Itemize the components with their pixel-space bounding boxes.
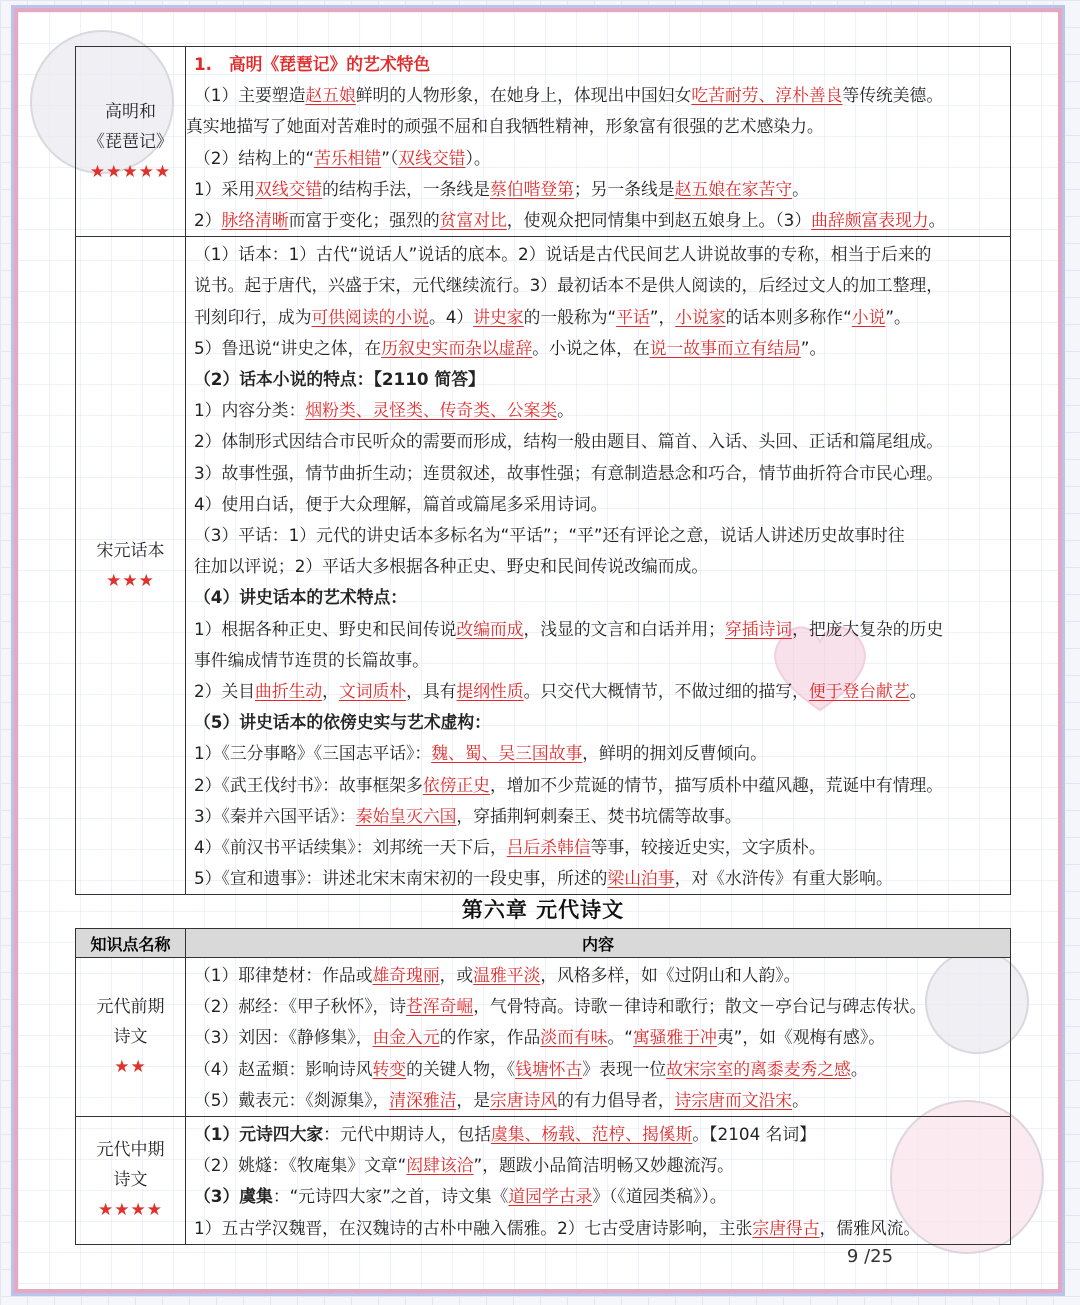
chapter-title: 第六章 元代诗文 bbox=[461, 898, 625, 922]
topic-content-cell bbox=[186, 47, 1011, 237]
content-line: 1）五古学汉魏晋，在汉魏诗的古朴中融入儒雅。2）七古受唐诗影响，主张宗唐得古，儒雅风流。 bbox=[194, 1217, 921, 1238]
content-line: （1）话本：1）古代“说话人”说话的底本。2）说话是古代民间艺人讲说故事的专称，相当于后来的 bbox=[194, 244, 932, 265]
content-line: 4）使用白话，便于大众理解，篇首或篇尾多采用诗词。 bbox=[194, 493, 608, 514]
importance-stars: ★★★ bbox=[106, 570, 155, 591]
knowledge-table-bottom bbox=[75, 928, 1011, 1245]
content-line: 3）故事性强，情节曲折生动；连贯叙述，故事性强；有意制造悬念和巧合，情节曲折符合市民心理。 bbox=[194, 462, 944, 483]
table-row-mid-yuan bbox=[76, 1117, 1011, 1245]
content-line: 1）内容分类：烟粉类、灵怪类、传奇类、公案类。 bbox=[194, 400, 574, 421]
page-number: 9 /25 bbox=[846, 1246, 894, 1267]
topic-name-line: 元代前期 bbox=[96, 997, 165, 1017]
subsection-heading: （2）话本小说的特点：【2110 简答】 bbox=[194, 369, 485, 390]
content-line: 4）《前汉书平话续集》：刘邦统一天下后，吕后杀韩信等事，较接近史实，文字质朴。 bbox=[194, 837, 826, 858]
header-content: 内容 bbox=[186, 929, 1011, 958]
content-line: 说书。起于唐代，兴盛于宋，元代继续流行。3）最初话本不是供人阅读的，后经过文人的加工整理， bbox=[194, 275, 944, 296]
content-line: 1）根据各种正史、野史和民间传说改编而成，浅显的文言和白话并用；穿插诗词，把庞大复杂的历史 bbox=[194, 618, 944, 639]
subsection-heading: （5）讲史话本的依傍史实与艺术虚构： bbox=[194, 712, 491, 733]
table-row-gaoming bbox=[76, 47, 1011, 237]
importance-stars: ★★★★ bbox=[98, 1200, 163, 1221]
content-line: （3）虞集：“元诗四大家”之首，诗文集《道园学古录》（《道园类稿》）。 bbox=[194, 1186, 727, 1207]
table-header-row bbox=[76, 929, 1011, 958]
topic-content-cell bbox=[186, 237, 1011, 895]
content-line: （3）平话：1）元代的讲史话本多标名为“平话”；“平”还有评论之意，说话人讲述历史故事时往 bbox=[194, 525, 905, 546]
topic-name-line: 《琵琶记》 bbox=[88, 131, 173, 152]
topic-name-line: 高明和 bbox=[105, 101, 156, 122]
section-heading: 1. 高明《琵琶记》的艺术特色 bbox=[194, 54, 431, 74]
table-row-huaben bbox=[76, 237, 1011, 895]
topic-name-line: 元代中期 bbox=[96, 1140, 165, 1161]
importance-stars: ★★ bbox=[114, 1057, 147, 1077]
content-line: 往加以评说；2）平话大多根据各种正史、野史和民间传说改编而成。 bbox=[194, 556, 709, 577]
content-line: 2）关目曲折生动，文词质朴，具有提纲性质。只交代大概情节，不做过细的描写，便于登台献艺。 bbox=[194, 681, 927, 702]
content-line: 1）采用双线交错的结构手法，一条线是蔡伯喈登第；另一条线是赵五娘在家苦守。 bbox=[194, 178, 809, 199]
knowledge-table-top bbox=[75, 46, 1011, 895]
content-line: 真实地描写了她面对苦难时的顽强不屈和自我牺牲精神，形象富有很强的艺术感染力。 bbox=[186, 116, 824, 137]
subsection-heading: （4）讲史话本的艺术特点： bbox=[194, 587, 408, 608]
content-line: （1）耶律楚材：作品或雄奇瑰丽，或温雅平淡，风格多样，如《过阴山和人韵》。 bbox=[194, 965, 801, 985]
topic-name-cell bbox=[76, 958, 186, 1117]
content-line: 刊刻印行，成为可供阅读的小说。4）讲史家的一般称为“平话”，小说家的话本则多称作“小说”。 bbox=[194, 306, 911, 327]
content-line: 5）鲁迅说“讲史之体，在历叙史实而杂以虚辞。小说之体，在说一故事而立有结局”。 bbox=[194, 337, 827, 358]
content-line: （2）郝经：《甲子秋怀》，诗苍浑奇崛，气骨特高。诗歌－律诗和歌行；散文－亭台记与碑志传状。 bbox=[194, 996, 927, 1017]
content-line: （5）戴表元：《剡源集》，清深雅洁，是宗唐诗风的有力倡导者，诗宗唐而文沿宋。 bbox=[194, 1089, 809, 1110]
topic-name-cell bbox=[76, 1117, 186, 1245]
content-line: （1）元诗四大家：元代中期诗人，包括虞集、杨载、范梈、揭傒斯。【2104 名词】 bbox=[194, 1124, 816, 1145]
content-line: 事件编成情节连贯的长篇故事。 bbox=[194, 649, 429, 670]
content-line: 5）《宣和遗事》：讲述北宋末南宋初的一段史事，所述的梁山泊事，对《水浒传》有重大影响。 bbox=[194, 868, 893, 889]
topic-name-line: 宋元话本 bbox=[96, 540, 165, 561]
topic-name-cell bbox=[76, 47, 186, 237]
topic-name-line: 诗文 bbox=[113, 1027, 148, 1047]
content-line: （1）主要塑造赵五娘鲜明的人物形象，在她身上，体现出中国妇女吃苦耐劳、淳朴善良等传统美德。 bbox=[194, 85, 944, 106]
topic-name-cell bbox=[76, 237, 186, 895]
content-line: （4）赵孟頫：影响诗风转变的关键人物，《钱塘怀古》表现一位故宋宗室的离黍麦秀之感。 bbox=[194, 1058, 868, 1079]
content-line: 3）《秦并六国平话》：秦始皇灭六国，穿插荆轲刺秦王、焚书坑儒等故事。 bbox=[194, 805, 742, 826]
content-line: （3）刘因：《静修集》，由金入元的作家，作品淡而有味。“寓骚雅于冲夷”，如《观梅有感》。 bbox=[194, 1027, 885, 1048]
header-topic-name: 知识点名称 bbox=[76, 929, 186, 958]
content-line: 2）《武王伐纣书》：故事框架多依傍正史，增加不少荒诞的情节，描写质朴中蕴风趣，荒诞中有情理。 bbox=[194, 774, 944, 795]
content-line: （2）姚燧：《牧庵集》文章“闳肆该洽”，题跋小品简洁明畅又妙趣流泻。 bbox=[194, 1155, 734, 1176]
table-row-early-yuan bbox=[76, 958, 1011, 1117]
content-line: 2）体制形式因结合市民听众的需要而形成，结构一般由题目、篇首、入话、头回、正话和篇尾组成。 bbox=[194, 431, 944, 452]
content-line: 1）《三分事略》《三国志平话》：魏、蜀、吴三国故事，鲜明的拥刘反曹倾向。 bbox=[194, 743, 767, 764]
topic-content-cell bbox=[186, 958, 1011, 1117]
content-line: （2）结构上的“苦乐相错”（双线交错）。 bbox=[194, 147, 491, 168]
topic-name-line: 诗文 bbox=[113, 1170, 148, 1191]
topic-content-cell bbox=[186, 1117, 1011, 1245]
content-line: 2）脉络清晰而富于变化；强烈的贫富对比，使观众把同情集中到赵五娘身上。（3）曲辞颇富表现力。 bbox=[194, 210, 946, 231]
importance-stars: ★★★★★ bbox=[89, 161, 172, 182]
